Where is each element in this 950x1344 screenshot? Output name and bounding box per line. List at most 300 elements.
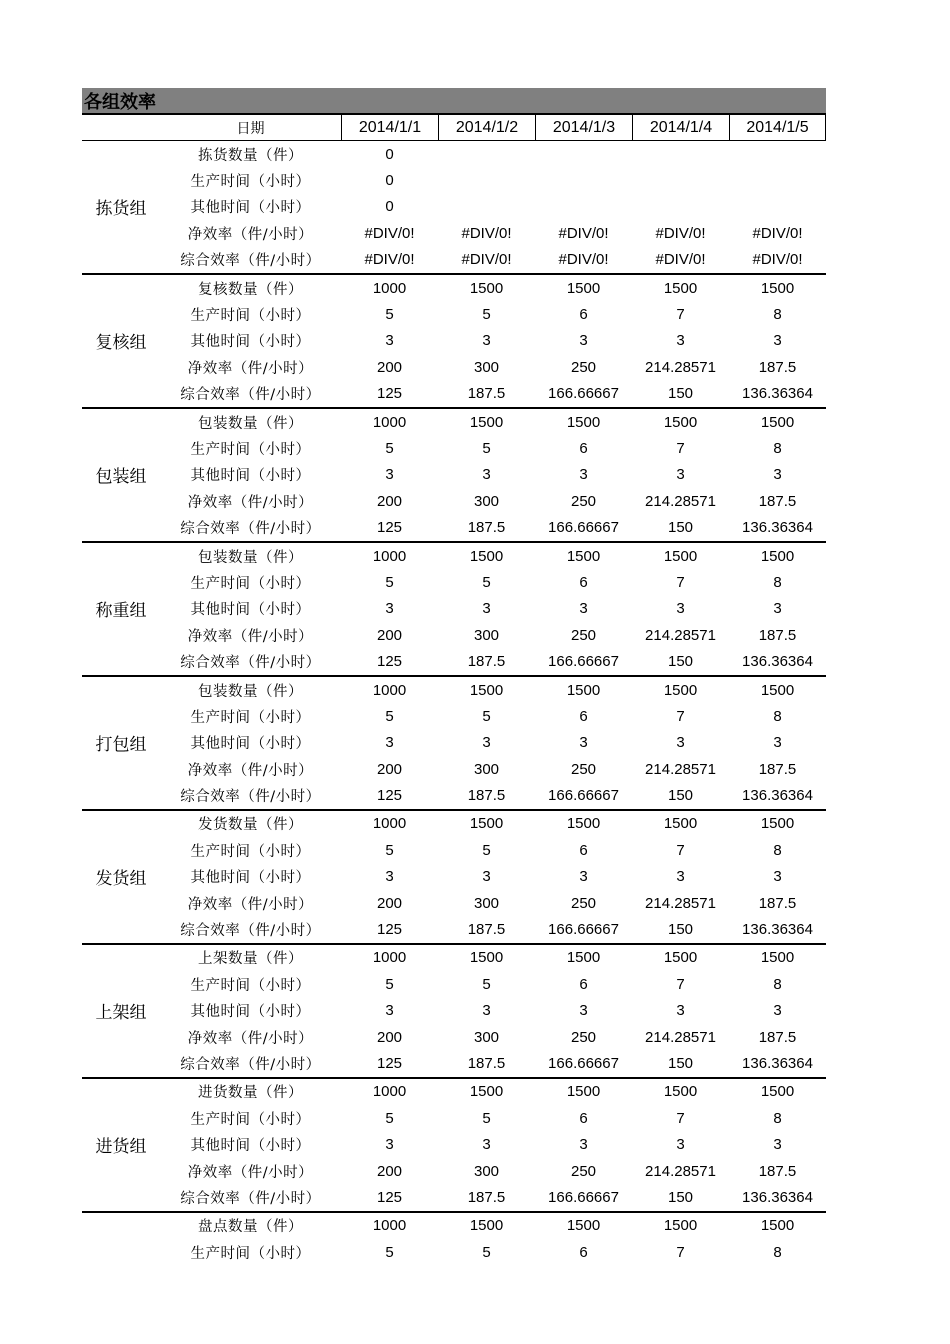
group-block [82,541,826,675]
row-label-cell[interactable]: 其他时间（小时） [190,870,311,887]
value-cell[interactable]: 166.66667 [548,1188,619,1206]
group-block [82,273,826,407]
value-cell[interactable]: 1000 [372,279,407,297]
value-cell[interactable]: 5 [385,573,394,591]
value-cell[interactable]: 5 [385,707,394,725]
value-cell[interactable]: 166.66667 [548,787,619,805]
value-cell[interactable]: 5 [482,707,491,725]
value-cell[interactable]: 166.66667 [548,519,619,537]
value-cell[interactable]: 187.5 [467,921,506,939]
value-cell[interactable]: 5 [482,1109,491,1127]
table-row [160,971,826,997]
value-cell[interactable]: #DIV/0! [655,251,706,269]
value-cell[interactable]: 150 [667,653,694,671]
row-label-cell[interactable]: 净效率（件/小时） [187,762,314,779]
value-cell[interactable]: 3 [482,734,491,752]
value-cell[interactable]: 1500 [469,547,504,565]
value-cell[interactable]: 3 [385,466,394,484]
value-cell[interactable]: 300 [473,760,500,778]
value-cell[interactable]: 6 [579,573,588,591]
value-cell[interactable]: 187.5 [758,894,797,912]
value-cell[interactable]: 6 [579,841,588,859]
value-cell[interactable]: 187.5 [467,519,506,537]
row-label-cell[interactable]: 其他时间（小时） [190,1138,311,1155]
row-label-cell[interactable]: 净效率（件/小时） [187,628,314,645]
value-cell[interactable]: 1500 [469,1083,504,1101]
value-cell[interactable]: 150 [667,519,694,537]
value-cell[interactable]: 3 [385,332,394,350]
value-cell[interactable]: 5 [385,306,394,324]
value-cell[interactable]: 1500 [469,681,504,699]
value-cell[interactable]: 3 [676,868,685,886]
value-cell[interactable]: 5 [385,439,394,457]
value-cell[interactable]: #DIV/0! [461,251,512,269]
value-cell[interactable]: 1500 [663,949,698,967]
value-cell[interactable]: 1000 [372,1083,407,1101]
value-cell[interactable]: 125 [376,1188,403,1206]
value-cell[interactable]: 3 [385,600,394,618]
row-label-cell[interactable]: 包装数量（件） [198,415,303,432]
table-row [160,1079,826,1105]
value-cell[interactable]: #DIV/0! [655,224,706,242]
value-cell[interactable]: 3 [773,466,782,484]
value-cell[interactable]: 5 [482,439,491,457]
value-cell[interactable]: 200 [376,358,403,376]
value-cell[interactable]: 3 [579,734,588,752]
row-label-cell[interactable]: 生产时间（小时） [190,1245,311,1262]
value-cell[interactable]: 5 [385,1243,394,1261]
value-cell[interactable]: 5 [385,841,394,859]
value-cell[interactable]: 1500 [663,547,698,565]
value-cell[interactable]: 3 [385,868,394,886]
value-cell[interactable]: 300 [473,626,500,644]
value-cell[interactable]: 1500 [663,413,698,431]
value-cell[interactable]: 150 [667,1188,694,1206]
value-cell[interactable]: 250 [570,1162,597,1180]
value-cell[interactable]: 0 [385,198,394,216]
value-cell[interactable]: 3 [773,1002,782,1020]
value-cell[interactable]: 187.5 [758,1162,797,1180]
value-cell[interactable]: 300 [473,1162,500,1180]
header-dates [341,115,826,140]
value-cell[interactable]: 5 [482,306,491,324]
value-cell[interactable]: 8 [773,573,782,591]
value-cell[interactable]: 125 [376,385,403,403]
table-row [160,543,826,569]
header-date-cell[interactable]: 2014/1/2 [438,115,535,140]
value-cell[interactable]: 0 [385,145,394,163]
value-cell[interactable]: 1000 [372,547,407,565]
table-row [160,1213,826,1239]
header-date-cell[interactable]: 2014/1/5 [729,115,826,140]
group-block [82,1211,826,1266]
table-row [160,275,826,301]
table-row [160,141,826,167]
group-name[interactable]: 包装组 [95,467,147,488]
row-label-cell[interactable]: 其他时间（小时） [190,334,311,351]
value-cell[interactable]: 250 [570,894,597,912]
row-label-cell[interactable]: 净效率（件/小时） [187,360,314,377]
table-row [160,998,826,1024]
value-cell[interactable]: 3 [773,734,782,752]
value-cell[interactable]: 3 [579,1002,588,1020]
value-cell[interactable]: 1500 [566,1083,601,1101]
row-label-cell[interactable]: 发货数量（件） [198,817,303,834]
group-name[interactable]: 拣货组 [95,199,147,220]
row-label-cell[interactable]: 净效率（件/小时） [187,896,314,913]
row-label-cell[interactable]: 生产时间（小时） [190,575,311,592]
value-cell[interactable]: 200 [376,1028,403,1046]
table-row [160,514,826,540]
table-row [160,1239,826,1265]
value-cell[interactable]: 6 [579,707,588,725]
value-cell[interactable]: 1500 [663,681,698,699]
value-cell[interactable]: 8 [773,975,782,993]
group-name[interactable]: 进货组 [95,1137,147,1158]
table-row [160,1184,826,1210]
value-cell[interactable]: 6 [579,975,588,993]
value-cell[interactable]: 1500 [760,1217,795,1235]
value-cell[interactable]: 3 [579,332,588,350]
value-cell[interactable]: 1000 [372,815,407,833]
row-label-cell[interactable]: 综合效率（件/小时） [180,655,321,672]
row-label-cell[interactable]: 净效率（件/小时） [187,494,314,511]
value-cell[interactable]: 250 [570,626,597,644]
value-cell[interactable]: 3 [676,1002,685,1020]
table-row [160,301,826,327]
value-cell[interactable]: 1500 [760,413,795,431]
group-name[interactable]: 打包组 [95,735,147,756]
value-cell[interactable]: 136.36364 [742,653,813,671]
value-cell[interactable]: 1500 [566,413,601,431]
value-cell[interactable]: 7 [676,1109,685,1127]
value-cell[interactable]: 7 [676,573,685,591]
value-cell[interactable]: 1500 [469,815,504,833]
table-row [160,864,826,890]
value-cell[interactable]: 3 [676,1136,685,1154]
value-cell[interactable]: 250 [570,492,597,510]
value-cell[interactable]: 8 [773,707,782,725]
value-cell[interactable]: 125 [376,519,403,537]
value-cell[interactable]: 3 [676,332,685,350]
value-cell[interactable]: 187.5 [758,358,797,376]
row-label-cell[interactable]: 综合效率（件/小时） [180,253,321,270]
value-cell[interactable]: #DIV/0! [752,251,803,269]
group-name[interactable]: 复核组 [95,333,147,354]
value-cell[interactable]: 150 [667,921,694,939]
value-cell[interactable]: 3 [773,600,782,618]
value-cell[interactable]: 1500 [663,1217,698,1235]
group-block [82,675,826,809]
row-label-cell[interactable]: 生产时间（小时） [190,441,311,458]
group-rows [160,141,826,273]
efficiency-sheet [82,88,826,1265]
value-cell[interactable]: 1500 [566,547,601,565]
table-row [160,756,826,782]
value-cell[interactable]: 3 [773,332,782,350]
value-cell[interactable]: 136.36364 [742,519,813,537]
value-cell[interactable]: 1500 [566,1217,601,1235]
value-cell[interactable]: 136.36364 [742,787,813,805]
value-cell[interactable]: 200 [376,760,403,778]
row-label-cell[interactable]: 生产时间（小时） [190,709,311,726]
value-cell[interactable]: 1500 [469,1217,504,1235]
value-cell[interactable]: 166.66667 [548,921,619,939]
row-label-cell[interactable]: 生产时间（小时） [190,843,311,860]
value-cell[interactable]: 3 [482,600,491,618]
value-cell[interactable]: 125 [376,653,403,671]
value-cell[interactable]: 6 [579,439,588,457]
value-cell[interactable]: 6 [579,1243,588,1261]
value-cell[interactable]: 7 [676,975,685,993]
value-cell[interactable]: 3 [579,1136,588,1154]
value-cell[interactable]: 7 [676,306,685,324]
value-cell[interactable]: 187.5 [467,385,506,403]
group-block [82,809,826,943]
value-cell[interactable]: 250 [570,1028,597,1046]
row-label-cell[interactable]: 综合效率（件/小时） [180,521,321,538]
value-cell[interactable]: 187.5 [467,1188,506,1206]
value-cell[interactable]: 136.36364 [742,385,813,403]
value-cell[interactable]: 136.36364 [742,1054,813,1072]
value-cell[interactable]: 1000 [372,413,407,431]
group-name[interactable]: 称重组 [95,601,147,622]
group-rows [160,1079,826,1211]
row-label-cell[interactable]: 综合效率（件/小时） [180,1190,321,1207]
value-cell[interactable]: 187.5 [758,626,797,644]
row-label-cell[interactable]: 拣货数量（件） [198,147,303,164]
value-cell[interactable]: 1000 [372,681,407,699]
value-cell[interactable]: 3 [482,868,491,886]
value-cell[interactable]: 166.66667 [548,1054,619,1072]
value-cell[interactable]: 1500 [760,279,795,297]
value-cell[interactable]: #DIV/0! [364,224,415,242]
value-cell[interactable]: 300 [473,358,500,376]
table-row [160,462,826,488]
value-cell[interactable]: 200 [376,492,403,510]
value-cell[interactable]: #DIV/0! [461,224,512,242]
table-row [160,167,826,193]
value-cell[interactable]: 5 [385,975,394,993]
table-row [160,648,826,674]
value-cell[interactable]: 125 [376,921,403,939]
value-cell[interactable]: 8 [773,841,782,859]
value-cell[interactable]: 3 [676,466,685,484]
value-cell[interactable]: 3 [579,868,588,886]
table-row [160,1050,826,1076]
value-cell[interactable]: 214.28571 [645,894,716,912]
table-row [160,569,826,595]
value-cell[interactable]: 3 [676,600,685,618]
group-rows [160,275,826,407]
value-cell[interactable]: 5 [482,975,491,993]
table-row [160,596,826,622]
value-cell[interactable]: 7 [676,439,685,457]
row-label-cell[interactable]: 生产时间（小时） [190,308,311,325]
value-cell[interactable]: 1500 [566,681,601,699]
value-cell[interactable]: 3 [482,1002,491,1020]
value-cell[interactable]: #DIV/0! [558,224,609,242]
value-cell[interactable]: 136.36364 [742,921,813,939]
row-label-cell[interactable]: 其他时间（小时） [190,736,311,753]
group-rows [160,811,826,943]
table-row [160,730,826,756]
value-cell[interactable]: 1500 [469,949,504,967]
group-rows [160,409,826,541]
header-date-label[interactable]: 日期 [236,120,265,137]
row-label-cell[interactable]: 其他时间（小时） [190,1004,311,1021]
value-cell[interactable]: 1000 [372,1217,407,1235]
value-cell[interactable]: 8 [773,1109,782,1127]
value-cell[interactable]: 1500 [760,815,795,833]
value-cell[interactable]: #DIV/0! [752,224,803,242]
value-cell[interactable]: 300 [473,1028,500,1046]
value-cell[interactable]: 300 [473,894,500,912]
row-label-cell[interactable]: 进货数量（件） [198,1085,303,1102]
value-cell[interactable]: 1500 [760,949,795,967]
value-cell[interactable]: 214.28571 [645,626,716,644]
value-cell[interactable]: 3 [385,734,394,752]
value-cell[interactable]: 166.66667 [548,653,619,671]
value-cell[interactable]: 1500 [663,815,698,833]
value-cell[interactable]: #DIV/0! [364,251,415,269]
row-label-cell[interactable]: 净效率（件/小时） [187,1030,314,1047]
value-cell[interactable]: 1500 [663,1083,698,1101]
row-label-cell[interactable]: 其他时间（小时） [190,468,311,485]
value-cell[interactable]: 200 [376,626,403,644]
value-cell[interactable]: 8 [773,439,782,457]
group-name[interactable]: 发货组 [95,869,147,890]
row-label-cell[interactable]: 综合效率（件/小时） [180,789,321,806]
value-cell[interactable]: 3 [385,1002,394,1020]
row-label-cell[interactable]: 净效率（件/小时） [187,1164,314,1181]
value-cell[interactable]: 250 [570,760,597,778]
value-cell[interactable]: 5 [385,1109,394,1127]
row-label-cell[interactable]: 净效率（件/小时） [187,226,314,243]
row-label-cell[interactable]: 生产时间（小时） [190,1111,311,1128]
table-row [160,381,826,407]
value-cell[interactable]: 200 [376,1162,403,1180]
row-label-cell[interactable]: 上架数量（件） [198,951,303,968]
value-cell[interactable]: 6 [579,1109,588,1127]
table-row [160,1024,826,1050]
value-cell[interactable]: 125 [376,1054,403,1072]
group-name[interactable]: 上架组 [95,1003,147,1024]
value-cell[interactable]: 187.5 [758,760,797,778]
value-cell[interactable]: 1500 [760,547,795,565]
value-cell[interactable]: 3 [579,600,588,618]
value-cell[interactable]: 187.5 [758,1028,797,1046]
group-name[interactable] [82,1213,160,1266]
value-cell[interactable]: 150 [667,787,694,805]
group-rows [160,677,826,809]
value-cell[interactable]: 1500 [566,815,601,833]
table-row [160,945,826,971]
group-rows [160,543,826,675]
table-row [160,435,826,461]
value-cell[interactable]: 3 [482,1136,491,1154]
value-cell[interactable]: 1500 [469,413,504,431]
row-label-cell[interactable]: 包装数量（件） [198,683,303,700]
value-cell[interactable]: 150 [667,1054,694,1072]
value-cell[interactable]: 187.5 [467,653,506,671]
row-label-cell[interactable]: 包装数量（件） [198,549,303,566]
value-cell[interactable]: 5 [482,841,491,859]
value-cell[interactable]: 8 [773,1243,782,1261]
value-cell[interactable]: 125 [376,787,403,805]
value-cell[interactable]: 187.5 [467,787,506,805]
row-label-cell[interactable]: 综合效率（件/小时） [180,387,321,404]
row-label-cell[interactable]: 综合效率（件/小时） [180,1056,321,1073]
value-cell[interactable]: 7 [676,707,685,725]
value-cell[interactable]: 1500 [566,949,601,967]
value-cell[interactable]: 5 [482,1243,491,1261]
table-row [160,677,826,703]
value-cell[interactable]: 214.28571 [645,760,716,778]
value-cell[interactable]: 3 [579,466,588,484]
table-row [160,837,826,863]
group-block [82,1077,826,1211]
value-cell[interactable]: 1500 [760,1083,795,1101]
header-date-cell[interactable]: 2014/1/4 [632,115,729,140]
value-cell[interactable]: 0 [385,172,394,190]
table-row [160,1131,826,1157]
value-cell[interactable]: 200 [376,894,403,912]
value-cell[interactable]: 7 [676,1243,685,1261]
value-cell[interactable]: 1500 [760,681,795,699]
row-label-cell[interactable]: 盘点数量（件） [198,1219,303,1236]
value-cell[interactable]: 166.66667 [548,385,619,403]
value-cell[interactable]: 8 [773,306,782,324]
value-cell[interactable]: 3 [482,332,491,350]
value-cell[interactable]: 214.28571 [645,1162,716,1180]
value-cell[interactable]: 136.36364 [742,1188,813,1206]
value-cell[interactable]: 1000 [372,949,407,967]
header-date-cell[interactable]: 2014/1/3 [535,115,632,140]
row-label-cell[interactable]: 其他时间（小时） [190,200,311,217]
value-cell[interactable]: 300 [473,492,500,510]
value-cell[interactable]: 214.28571 [645,358,716,376]
table-row [160,194,826,220]
row-label-cell[interactable]: 其他时间（小时） [190,602,311,619]
row-label-cell[interactable]: 综合效率（件/小时） [180,923,321,940]
row-label-cell[interactable]: 复核数量（件） [198,281,303,298]
value-cell[interactable]: 214.28571 [645,1028,716,1046]
value-cell[interactable]: 7 [676,841,685,859]
value-cell[interactable]: 3 [676,734,685,752]
value-cell[interactable]: 187.5 [758,492,797,510]
value-cell[interactable]: 3 [773,868,782,886]
value-cell[interactable]: 1500 [469,279,504,297]
table-row [160,916,826,942]
table-row [160,488,826,514]
value-cell[interactable]: #DIV/0! [558,251,609,269]
value-cell[interactable]: 150 [667,385,694,403]
value-cell[interactable]: 5 [482,573,491,591]
value-cell[interactable]: 214.28571 [645,492,716,510]
value-cell[interactable]: 3 [773,1136,782,1154]
row-label-cell[interactable]: 生产时间（小时） [190,977,311,994]
header-date-cell[interactable]: 2014/1/1 [341,115,438,140]
value-cell[interactable]: 3 [482,466,491,484]
value-cell[interactable]: 1500 [663,279,698,297]
value-cell[interactable]: 1500 [566,279,601,297]
value-cell[interactable]: 250 [570,358,597,376]
value-cell[interactable]: 187.5 [467,1054,506,1072]
value-cell[interactable]: 3 [385,1136,394,1154]
row-label-cell[interactable]: 生产时间（小时） [190,174,311,191]
value-cell[interactable]: 6 [579,306,588,324]
